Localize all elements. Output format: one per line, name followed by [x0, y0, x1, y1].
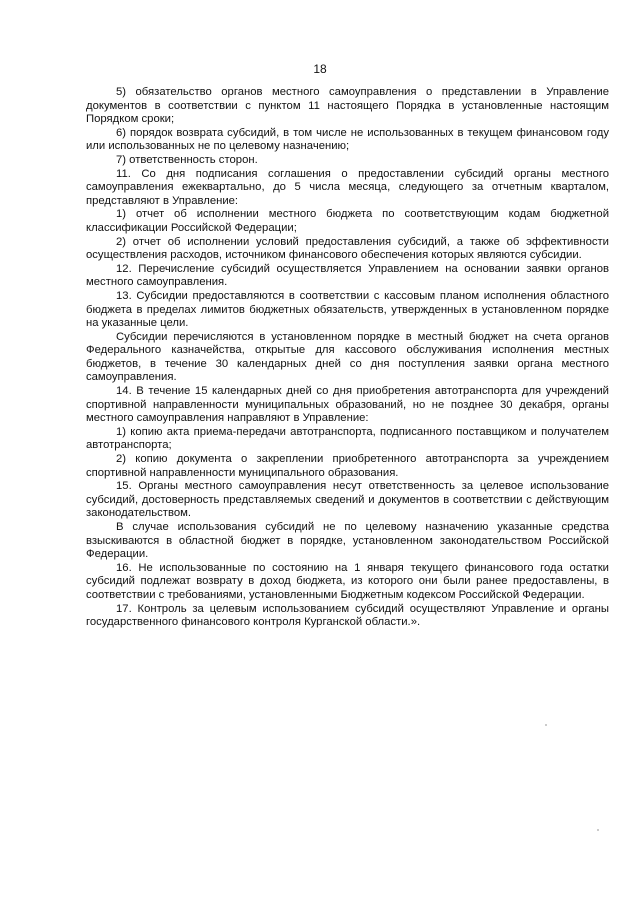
- paragraph-item-6: 6) порядок возврата субсидий, в том числе не использованных в текущем финансовом году или использованных не по целевому назначению;: [86, 126, 609, 153]
- paragraph-clause-17: 17. Контроль за целевым использованием субсидий осуществляют Управление и органы государственного финансового контроля Курганской области.».: [86, 602, 609, 629]
- paragraph-clause-14: 14. В течение 15 календарных дней со дня приобретения автотранспорта для учреждений спортивной направленности муниципальных образований, но не позднее 30 декабря, органы местного самоуправления направляют в Управление:: [86, 385, 609, 425]
- paragraph-item-7: 7) ответственность сторон.: [116, 153, 258, 166]
- document-body: [86, 86, 609, 630]
- paragraph-clause-11-item-2: 2) отчет об исполнении условий предоставления субсидий, а также об эффективности осуществления расходов, источником финансового обеспечения которых являются субсидии.: [86, 235, 609, 262]
- paragraph-clause-11: 11. Со дня подписания соглашения о предоставлении субсидий органы местного самоуправления ежеквартально, до 5 числа месяца, следующего за отчетным кварталом, представляют в Управление:: [86, 167, 609, 207]
- paragraph-clause-15: 15. Органы местного самоуправления несут ответственность за целевое использование субсидий, достоверность представляемых сведений и документов в соответствии с действующим законодательством.: [86, 480, 609, 520]
- scan-speck: [597, 829, 599, 831]
- paragraph-clause-14-item-1: 1) копию акта приема-передачи автотранспорта, подписанного поставщиком и получателем автотранспорта;: [86, 425, 609, 452]
- paragraph-clause-13-transfer: Субсидии перечисляются в установленном порядке в местный бюджет на счета органов Федерального казначейства, открытые для кассового обслуживания исполнения местных бюджетов, в течение 30 календарных дней со дня поступления заявки органа местного самоуправления.: [86, 330, 609, 384]
- paragraph-item-5: 5) обязательство органов местного самоуправления о представлении в Управление документов в соответствии с пунктом 11 настоящего Порядка в установленные настоящим Порядком сроки;: [86, 86, 609, 126]
- paragraph-clause-14-item-2: 2) копию документа о закреплении приобретенного автотранспорта за учреждением спортивной направленности муниципального образования.: [86, 453, 609, 479]
- paragraph-clause-12: 12. Перечисление субсидий осуществляется Управлением на основании заявки органов местного самоуправления.: [86, 262, 609, 289]
- paragraph-clause-13: 13. Субсидии предоставляются в соответствии с кассовым планом исполнения областного бюджета в пределах лимитов бюджетных обязательств, утвержденных в установленном порядке на указанные цели.: [86, 289, 609, 330]
- paragraph-clause-16: 16. Не использованные по состоянию на 1 января текущего финансового года остатки субсидий подлежат возврату в доход бюджета, из которого они были ранее предоставлены, в соответствии с требованиями, установленными Бюджетным кодексом Российской Федерации.: [86, 561, 609, 601]
- paragraph-clause-11-item-1: 1) отчет об исполнении местного бюджета по соответствующим кодам бюджетной классификации Российской Федерации;: [86, 208, 609, 234]
- page-number: 18: [313, 62, 327, 76]
- paragraph-clause-15-recovery: В случае использования субсидий не по целевому назначению указанные средства взыскиваются в областной бюджет в порядке, установленном законодательством Российской Федерации.: [86, 521, 609, 561]
- scan-speck: [545, 724, 547, 726]
